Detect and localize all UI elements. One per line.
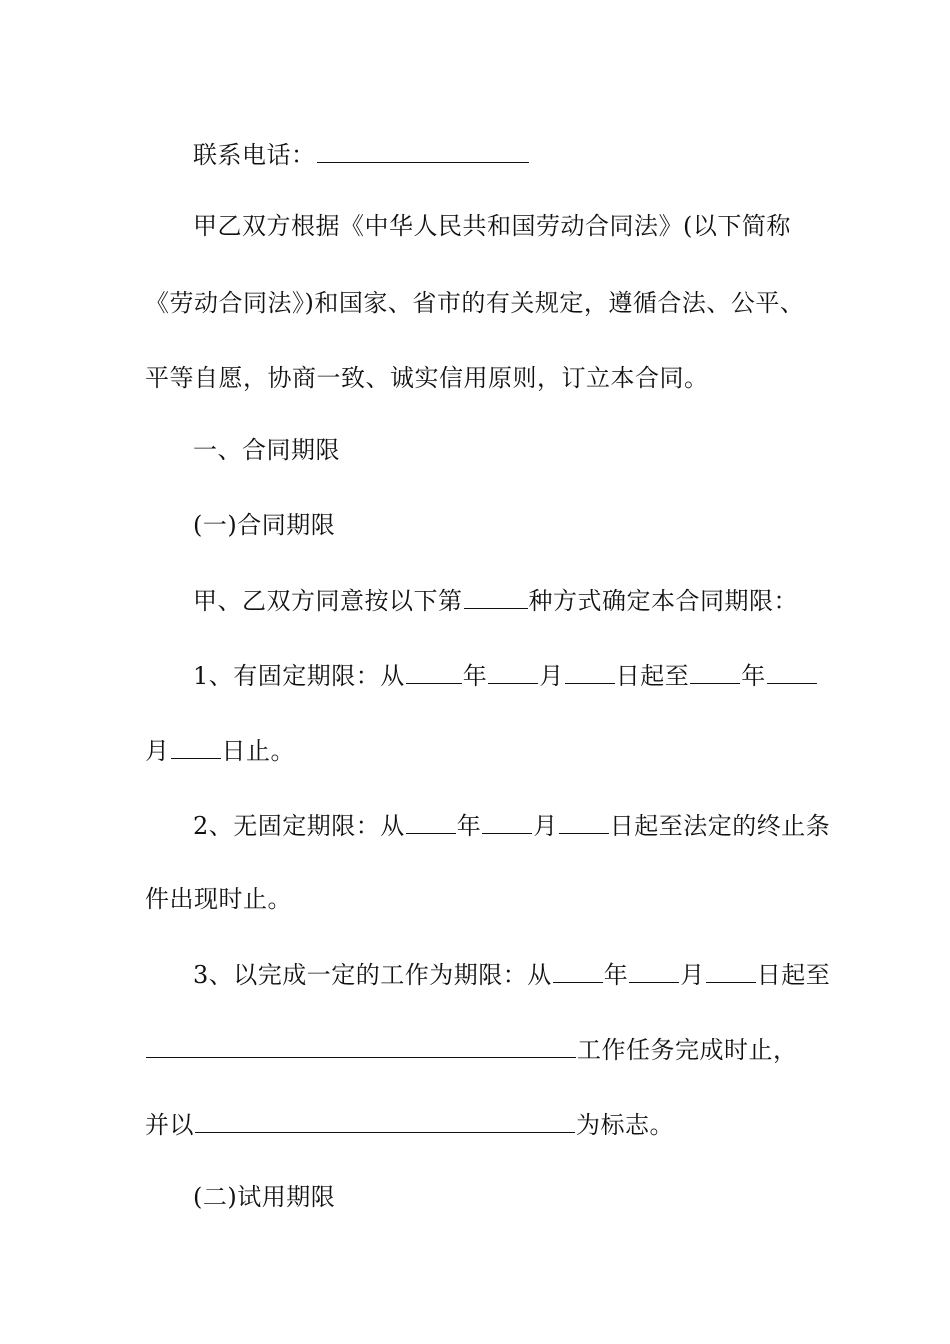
- item-2-prefix: 2、无固定期限：从: [193, 812, 405, 840]
- item-1-end-month-blank[interactable]: [767, 659, 817, 684]
- item-1-month-label: 月: [539, 662, 564, 690]
- subsection-1-title: (一)合同期限: [193, 511, 336, 539]
- item-3-line-3: [145, 1108, 810, 1141]
- item-1-line-2: [145, 734, 810, 767]
- item-3-month-blank[interactable]: [629, 958, 679, 983]
- intro-line-3: 平等自愿，协商一致、诚实信用原则，订立本合同。: [145, 364, 709, 392]
- item-2-year-label: 年: [456, 812, 482, 840]
- item-1-prefix: 1、有固定期限：从: [193, 662, 405, 690]
- agree-after: 种方式确定本合同期限：: [528, 587, 798, 615]
- item-3-as-mark: 为标志。: [576, 1111, 674, 1139]
- item-2-year-blank[interactable]: [406, 809, 456, 834]
- item-1-end-label: 日止。: [221, 737, 295, 765]
- item-1-line-1: [193, 659, 810, 692]
- item-2-line-1: [193, 809, 831, 842]
- item-2-rest: 日起至法定的终止条: [609, 812, 831, 840]
- item-2-month-label: 月: [533, 812, 558, 840]
- item-3-task-blank[interactable]: [146, 1033, 576, 1058]
- item-1-end-year-blank[interactable]: [690, 659, 740, 684]
- intro-line-1: 甲乙双方根据《中华人民共和国劳动合同法》(以下简称: [193, 212, 791, 240]
- item-1-year-label: 年: [462, 662, 488, 690]
- item-3-month-label: 月: [680, 961, 705, 989]
- item-1-start-month-blank[interactable]: [488, 659, 538, 684]
- item-3-mark-blank[interactable]: [195, 1108, 575, 1133]
- item-1-day-to-label: 日起至: [615, 662, 690, 690]
- agree-before: 甲、乙双方同意按以下第: [193, 587, 463, 615]
- item-3-day-to-label: 日起至: [756, 961, 831, 989]
- method-number-blank[interactable]: [464, 584, 528, 609]
- item-1-start-day-blank[interactable]: [565, 659, 615, 684]
- item-2-line-2: 件出现时止。: [145, 885, 292, 913]
- item-1-month2-label: 月: [145, 737, 170, 765]
- item-1-year2-label: 年: [741, 662, 766, 690]
- item-3-day-blank[interactable]: [706, 958, 756, 983]
- section-1-title: 一、合同期限: [193, 436, 340, 464]
- phone-line: [193, 138, 810, 171]
- item-3-year-blank[interactable]: [553, 958, 603, 983]
- subsection-2-title: (二)试用期限: [193, 1183, 336, 1211]
- phone-label: 联系电话：: [193, 141, 316, 169]
- item-1-start-year-blank[interactable]: [406, 659, 462, 684]
- item-3-prefix: 3、以完成一定的工作为期限：从: [193, 961, 552, 989]
- item-2-day-blank[interactable]: [559, 809, 609, 834]
- agree-line: [193, 584, 810, 617]
- item-3-year-label: 年: [603, 961, 629, 989]
- phone-blank[interactable]: [317, 138, 529, 163]
- item-3-line-1: [193, 958, 831, 991]
- item-2-month-blank[interactable]: [482, 809, 532, 834]
- intro-line-2: 《劳动合同法》)和国家、省市的有关规定，遵循合法、公平、: [145, 289, 805, 317]
- item-1-end-day-blank[interactable]: [171, 734, 221, 759]
- item-3-and-with: 并以: [145, 1111, 194, 1139]
- item-3-task-end: 工作任务完成时止，: [577, 1036, 798, 1064]
- item-3-line-2: [145, 1033, 810, 1066]
